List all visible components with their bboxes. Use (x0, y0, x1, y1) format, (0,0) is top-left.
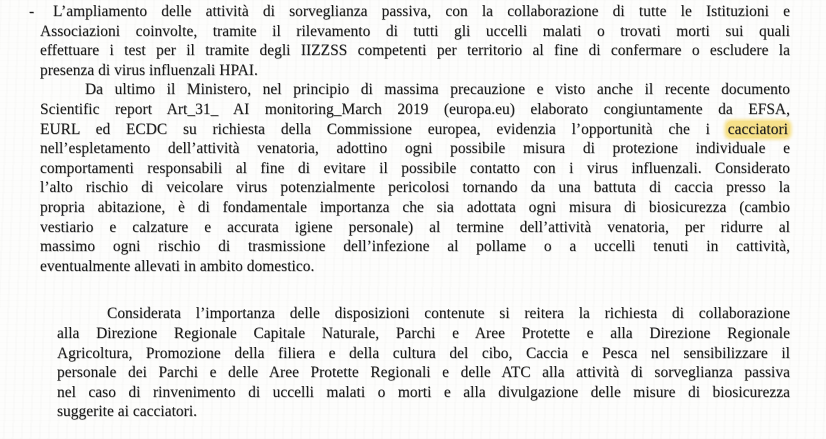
text-line: comportamenti responsabili al fine di evitare il possibile contatto con i virus influenzali. Considerato (40, 159, 790, 177)
text-line: vestiario e calzature e accurata igiene personale) al termine dell’attività venatoria, per ridurre al (40, 218, 790, 236)
text-line: nel caso di rinvenimento di uccelli malati o morti e alla divulgazione delle misure di biosicurezza (57, 383, 790, 401)
text-line: Considerata l’importanza delle disposizioni contenute si reitera la richiesta di collaborazione (107, 305, 790, 323)
text-line: propria abitazione, è di fondamentale importanza che sia adottata ogni misura di biosicurezza (cambio (40, 198, 790, 216)
document-body (40, 2, 790, 422)
text-line: Scientific report Art_31_ AI monitoring_March 2019 (europa.eu) elaborato congiuntamente da EFSA, (40, 100, 790, 118)
text-line: eventualmente allevati in ambito domestico. (40, 257, 315, 275)
text-line: presenza di virus influenzali HPAI. (40, 61, 258, 79)
text-line: personale dei Parchi e delle Aree Protette Regionali e delle ATC alla attività di sorveglianza passiva (57, 364, 790, 382)
text-line: Associazioni coinvolte, tramite il rilevamento di tutti gli uccelli malati o trovati morti sui quali (40, 22, 790, 40)
text-line-with-highlight (40, 120, 790, 140)
text-line: L’ampliamento delle attività di sorveglianza passiva, con la collaborazione di tutte le Istituzioni e (53, 3, 790, 20)
paragraph-collaboration-request (57, 304, 790, 422)
text-line: effettuare i test per il tramite degli IIZZSS competenti per territorio al fine di confermare o escludere la (40, 42, 790, 60)
text-line: nell’espletamento dell’attività venatoria, adottino ogni possibile misura di protezione individuale e (40, 140, 790, 158)
text-line: l’alto rischio di veicolare virus potenzialmente pericolosi tornando da una battuta di caccia presso la (40, 179, 790, 197)
text-line: massimo ogni rischio di trasmissione dell’infezione al pollame o a uccelli tenuti in cattività, (40, 238, 790, 256)
text-line: Agricoltura, Promozione della filiera e della cultura del cibo, Caccia e Pesca nel sensibilizzare il (57, 344, 790, 362)
text-line: Da ultimo il Ministero, nel principio di massima precauzione e visto anche il recente documento (85, 81, 790, 99)
text-segment: EURL ed ECDC su richiesta della Commissione europea, evidenzia l’opportunità che i (40, 120, 726, 138)
paragraph-ministry (40, 80, 790, 276)
highlighted-text: cacciatori (727, 120, 788, 138)
text-line: suggerite ai cacciatori. (57, 403, 198, 421)
paragraph-surveillance (40, 2, 790, 80)
list-dash: - (29, 3, 35, 20)
text-line: alla Direzione Regionale Capitale Naturale, Parchi e Aree Protette e alla Direzione Regionale (57, 324, 790, 342)
